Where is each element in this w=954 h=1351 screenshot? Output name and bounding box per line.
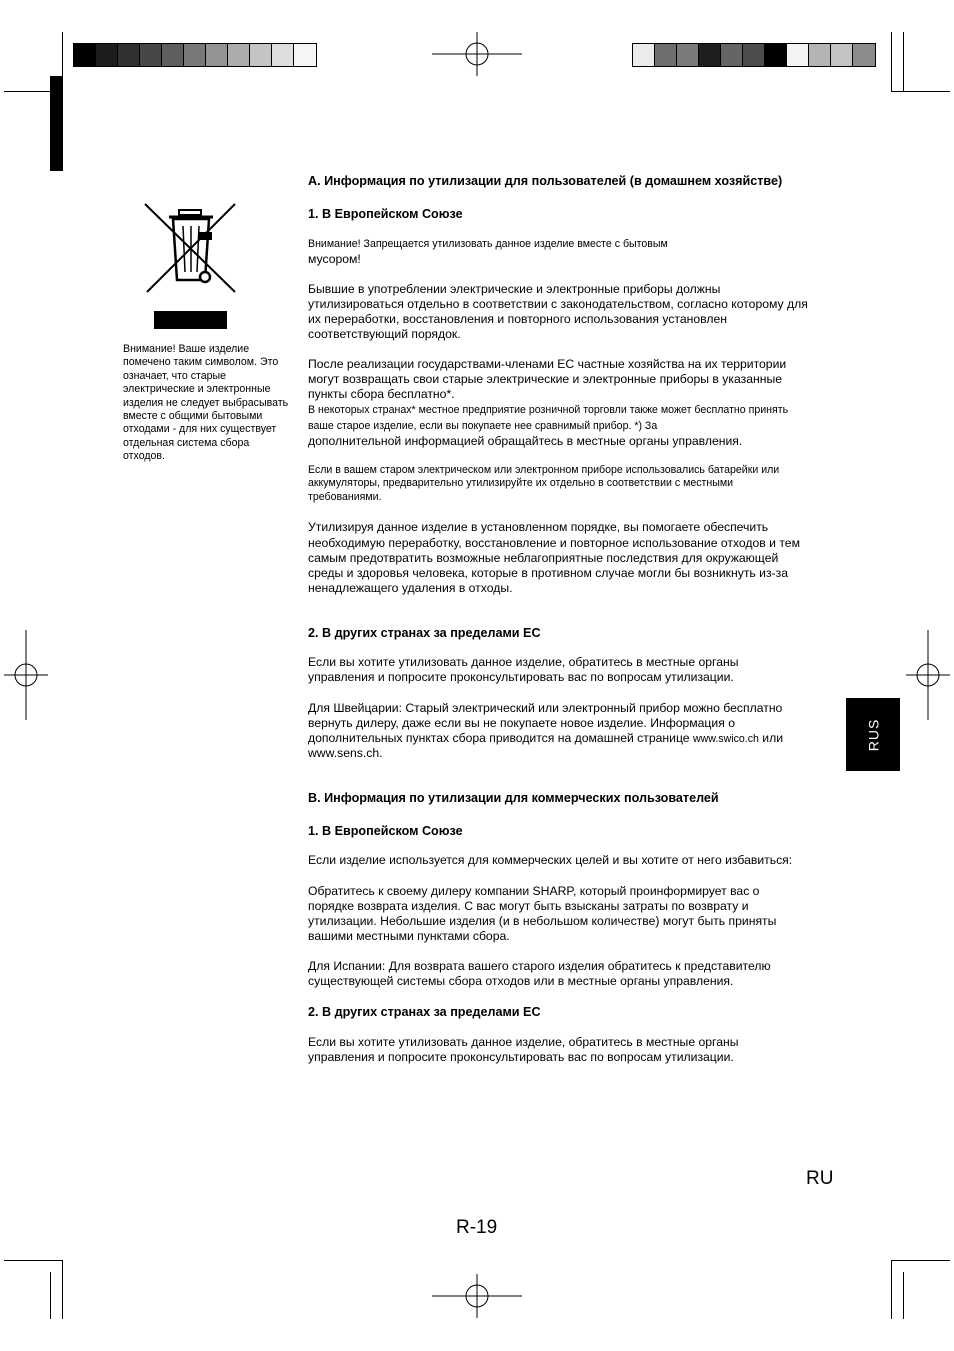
color-swatch — [655, 44, 677, 66]
paragraph: Утилизируя данное изделие в установленном порядке, вы помогаете обеспечить необходимую переработку, восстановление и повторное использование отходов и тем самым предотвратить возможные неблагоприятные последствия для окружающей среды и здоровья человека, которые в противном случае могли бы возникнуть из-за ненадлежащего удаления в отходы. — [308, 520, 800, 595]
registration-mark-icon — [4, 630, 48, 720]
sens-link[interactable]: www.sens.ch. — [308, 746, 383, 761]
switzerland-paragraph — [308, 701, 808, 762]
crop-mark — [891, 1260, 950, 1261]
section-b2-title: 2. В других странах за пределами ЕС — [308, 1005, 541, 1020]
color-swatch — [184, 44, 206, 66]
color-swatch — [831, 44, 853, 66]
or-text: или — [762, 730, 784, 745]
left-color-bar — [73, 43, 317, 67]
paragraph-text: Для Швейцарии: Старый электрический или электронный прибор можно бесплатно вернуть дилеру, даже если вы не покупаете новое изделие. Информация о дополнительных пунктах сбора приводится на домашней странице — [308, 700, 783, 745]
color-swatch — [721, 44, 743, 66]
page-number: R-19 — [456, 1217, 498, 1238]
color-swatch — [118, 44, 140, 66]
color-swatch — [633, 44, 655, 66]
color-swatch — [853, 44, 875, 66]
color-swatch — [206, 44, 228, 66]
color-swatch — [699, 44, 721, 66]
crop-mark — [903, 1272, 904, 1319]
crossed-out-wheelie-bin-icon — [143, 200, 239, 296]
crop-mark — [62, 1260, 63, 1319]
registration-mark-icon — [432, 32, 522, 76]
crop-mark — [903, 32, 904, 91]
crop-mark — [891, 32, 892, 91]
color-swatch — [74, 44, 96, 66]
paragraph: Бывшие в употреблении электрические и электронные приборы должны утилизироваться отдельно в соответствии с законодательством, согласно которому для их переработки, восстановления и повторного использования установлен соответствующий порядок. — [308, 281, 808, 341]
color-swatch — [677, 44, 699, 66]
crop-mark — [4, 1260, 63, 1261]
paragraph: Если вы хотите утилизовать данное изделие, обратитесь в местные органы управления и попросите проконсультировать вас по вопросам утилизации. — [308, 655, 739, 685]
footnote-text: В некоторых странах* местное предприятие розничной торговли также может бесплатно принять ваше старое изделие, если вы покупаете нее сравнимый прибор. *) За — [308, 404, 789, 432]
color-swatch — [765, 44, 787, 66]
crop-mark — [891, 1260, 892, 1319]
language-tab-label: RUS — [865, 718, 881, 751]
paragraph: Если вы хотите утилизовать данное изделие, обратитесь в местные органы управления и попросите проконсультировать вас по вопросам утилизации. — [308, 1034, 739, 1064]
paragraph: Обратитесь к своему дилеру компании SHARP, который проинформирует вас о порядке возврата изделия. С вас могут быть взысканы затраты по возврату и утилизации. Небольшие изделия (и в небольшом количестве) могут быть приняты вашими местными пунктами сбора. — [308, 883, 777, 943]
crop-mark — [50, 1272, 51, 1319]
section-a2-title: 2. В других странах за пределами ЕС — [308, 625, 541, 640]
color-swatch — [272, 44, 294, 66]
warning-text: Внимание! Запрещается утилизовать данное изделие вместе с бытовым — [308, 238, 668, 250]
crop-mark — [891, 91, 950, 92]
color-swatch — [96, 44, 118, 66]
color-swatch — [787, 44, 809, 66]
section-b1-title: 1. В Европейском Союзе — [308, 823, 463, 838]
color-swatch — [294, 44, 316, 66]
section-a1-title: 1. В Европейском Союзе — [308, 206, 463, 221]
weee-bar — [154, 311, 227, 329]
warning-paragraph — [308, 236, 808, 267]
color-swatch — [809, 44, 831, 66]
color-swatch — [162, 44, 184, 66]
main-content — [308, 174, 808, 1065]
language-label: RU — [806, 1168, 834, 1189]
paragraph-text: дополнительной информацией обращайтесь в местные органы управления. — [308, 433, 743, 448]
sidebar-note: Внимание! Ваше изделие помечено таким символом. Это означает, что старые электрические и электронные изделия не следует выбрасывать вместе с общими бытовыми отходами - для них существует отдельная система сбора отходов. — [123, 343, 289, 463]
registration-mark-icon — [906, 630, 950, 720]
paragraph-text: После реализации государствами-членами ЕС частные хозяйства на их территории могут возвращать свои старые электрические и электронные приборы в указанные пункты сбора бесплатно*. — [308, 357, 787, 402]
paragraph — [308, 357, 808, 449]
section-a-title: А. Информация по утилизации для пользователей (в домашнем хозяйстве) — [308, 174, 783, 188]
crop-mark — [50, 76, 63, 171]
color-swatch — [228, 44, 250, 66]
color-swatch — [743, 44, 765, 66]
right-color-bar — [632, 43, 876, 67]
language-tab — [846, 698, 900, 771]
paragraph: Если изделие используется для коммерческих целей и вы хотите от него избавиться: — [308, 853, 793, 868]
swico-link[interactable]: www.swico.ch — [692, 732, 759, 745]
registration-mark-icon — [432, 1274, 522, 1318]
warning-text-end: мусором! — [308, 251, 361, 266]
section-b-title: B. Информация по утилизации для коммерческих пользователей — [308, 791, 719, 806]
color-swatch — [140, 44, 162, 66]
color-swatch — [250, 44, 272, 66]
paragraph: Для Испании: Для возврата вашего старого изделия обратитесь к представителю существующей системы сбора отходов или в местные органы управления. — [308, 958, 771, 988]
batteries-note: Если в вашем старом электрическом или электронном приборе использовались батарейки или аккумуляторы, предварительно утилизируйте их отдельно в соответствии с местными требованиями. — [308, 463, 780, 503]
